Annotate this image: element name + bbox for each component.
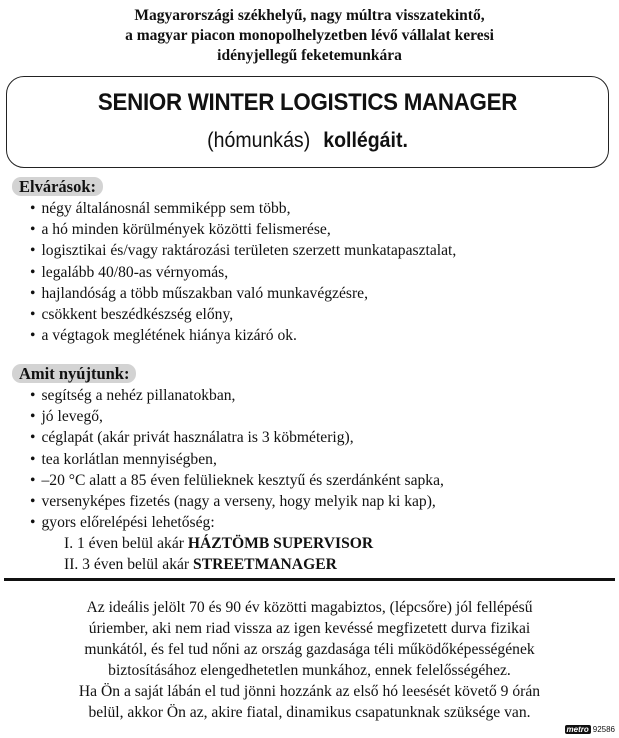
list-item: • jó levegő, [30, 406, 444, 427]
requirements-list [30, 198, 456, 346]
footer-text [24, 597, 595, 723]
job-subtitle-bold: kollégáit. [323, 129, 408, 152]
promotion-level-1 [64, 533, 373, 554]
footer-line-5: Ha Ön a saját lábán el tud jönni hozzánk az első hó leesését követő 9 órán [78, 683, 541, 700]
list-item: • hajlandóság a több műszakban való munkavégzésre, [30, 283, 456, 304]
metro-logo-mark: metro [566, 725, 589, 734]
list-item: • –20 °C alatt a 85 éven felülieknek kesztyű és szerdánként sapka, [30, 470, 444, 491]
offer-label: Amit nyújtunk: [12, 364, 136, 383]
intro-text [0, 6, 619, 66]
list-item: • versenyképes fizetés (nagy a verseny, hogy melyik nap ki kap), [30, 491, 444, 512]
intro-line-1: Magyarországi székhelyű, nagy múltra visszatekintő, [134, 7, 485, 24]
list-item: • segítség a nehéz pillanatokban, [30, 385, 444, 406]
requirements-label: Elvárások: [12, 177, 103, 196]
list-item: • a hó minden körülmények közötti felismerése, [30, 219, 456, 240]
list-item: • gyors előrelépési lehetőség: [30, 512, 444, 533]
intro-line-2: a magyar piacon monopolhelyzetben lévő vállalat keresi [125, 27, 494, 44]
promotion-level-2-title: STREETMANAGER [193, 556, 337, 573]
title-box [6, 76, 609, 168]
job-title: SENIOR WINTER LOGISTICS MANAGER [97, 89, 518, 116]
job-subtitle-paren: (hómunkás) [207, 129, 311, 152]
divider [4, 578, 615, 581]
list-item: • négy általánosnál semmiképp sem több, [30, 198, 456, 219]
metro-logo [565, 725, 615, 734]
intro-line-3: idényjellegű feketemunkára [217, 47, 402, 64]
footer-line-2: úriember, aki nem riad vissza az igen kevéssé megfizetett durva fizikai [88, 620, 531, 637]
list-item: • logisztikai és/vagy raktározási területen szerzett munkatapasztalat, [30, 240, 456, 261]
promotion-level-2 [64, 554, 337, 575]
list-item: • tea korlátlan mennyiségben, [30, 449, 444, 470]
promotion-level-1-prefix: I. 1 éven belül akár [64, 535, 184, 552]
offer-list [30, 385, 444, 533]
list-item: • céglapát (akár privát használatra is 3 köbméterig), [30, 427, 444, 448]
list-item: • a végtagok meglétének hiánya kizáró ok. [30, 325, 456, 346]
list-item: • legalább 40/80-as vérnyomás, [30, 262, 456, 283]
footer-line-1: Az ideális jelölt 70 és 90 év közötti magabiztos, (lépcsőre) jól fellépésű [86, 599, 533, 616]
promotion-level-2-prefix: II. 3 éven belül akár [64, 556, 190, 573]
footer-line-4: biztosításához elengedhetetlen munkához, ennek felelősségéhez. [108, 662, 511, 679]
list-item: • csökkent beszédkészség előny, [30, 304, 456, 325]
ad-code: 92586 [592, 725, 615, 734]
promotion-level-1-title: HÁZTÖMB SUPERVISOR [187, 535, 374, 552]
footer-line-6: belül, akkor Ön az, akire fiatal, dinamikus csapatunknak szüksége van. [88, 704, 531, 721]
footer-line-3: munkától, és fel tud nőni az ország gazdasága téli működőképességének [84, 641, 535, 658]
job-subtitle [28, 129, 587, 153]
